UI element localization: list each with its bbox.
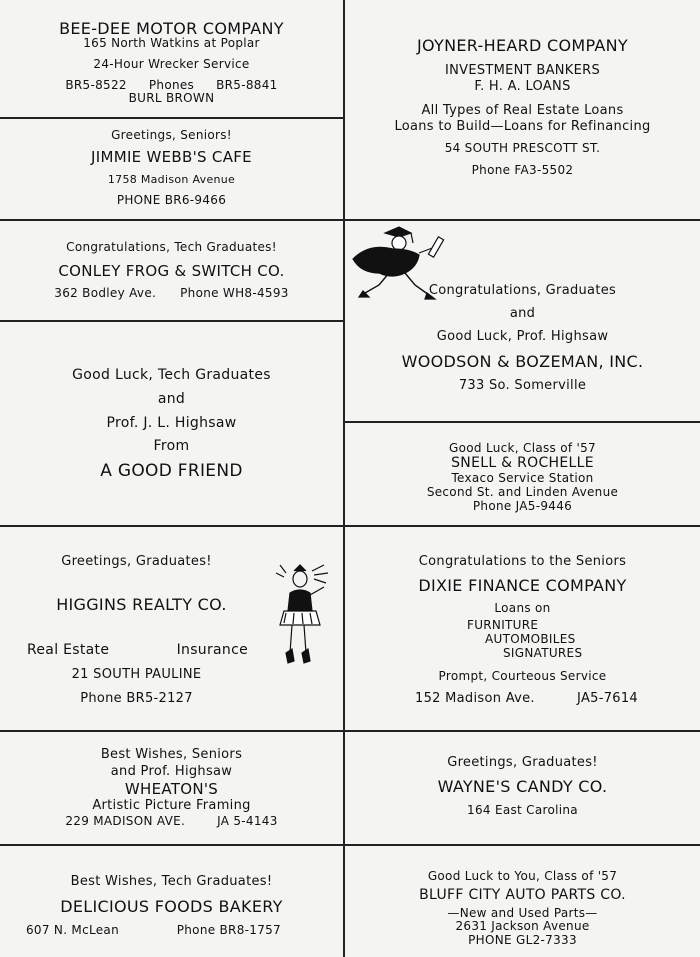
item-signatures: SIGNATURES — [503, 646, 583, 660]
line-3: Good Luck, Prof. Highsaw — [436, 329, 609, 344]
line-1: Good Luck, Tech Graduates — [72, 367, 271, 383]
line-2: and Prof. Highsaw — [110, 764, 233, 779]
greeting: Good Luck, Class of '57 — [449, 441, 596, 455]
company-name: BLUFF CITY AUTO PARTS CO. — [419, 887, 626, 903]
line-2: and — [157, 391, 186, 407]
line-2: Second St. and Linden Avenue — [426, 485, 619, 499]
ad-waynes-candy — [345, 732, 700, 844]
service-line: Prompt, Courteous Service — [438, 669, 607, 683]
company-name: WHEATON'S — [124, 780, 219, 798]
greeting: Congratulations, Tech Graduates! — [66, 240, 277, 254]
greeting: Best Wishes, Tech Graduates! — [70, 874, 273, 889]
line-1: Congratulations, Graduates — [428, 283, 617, 298]
ad-higgins-realty — [0, 527, 343, 730]
line-3: Prof. J. L. Highsaw — [106, 415, 237, 431]
greeting: Congratulations to the Seniors — [418, 554, 627, 569]
greeting: Good Luck to You, Class of '57 — [427, 869, 618, 883]
phone: Phone JA5-9446 — [472, 499, 573, 513]
address: 152 Madison Ave. — [415, 691, 535, 706]
ad-woodson-bozeman — [345, 221, 700, 421]
ad-dixie-finance — [345, 527, 700, 730]
line-2: F. H. A. LOANS — [474, 79, 571, 94]
address: 362 Bodley Ave. — [54, 286, 157, 300]
majorette-icon — [272, 563, 334, 673]
company-name: SNELL & ROCHELLE — [451, 455, 594, 471]
line-1: Texaco Service Station — [451, 471, 594, 485]
company-name: JIMMIE WEBB'S CAFE — [91, 148, 252, 166]
phone-1: BR5-8522 — [65, 78, 127, 92]
loans-on: Loans on — [494, 601, 551, 615]
line-4: Loans to Build—Loans for Refinancing — [394, 119, 651, 134]
line-4: From — [153, 438, 190, 454]
ad-snell-rochelle — [345, 423, 700, 525]
company-name: CONLEY FROG & SWITCH CO. — [58, 262, 285, 280]
phone: JA 5-4143 — [217, 814, 278, 828]
company-name: WAYNE'S CANDY CO. — [437, 777, 608, 796]
services-row — [27, 642, 248, 658]
address: 1758 Madison Avenue — [107, 173, 236, 186]
address: 164 East Carolina — [467, 803, 578, 817]
company-name: HIGGINS REALTY CO. — [56, 595, 227, 614]
line-1: Best Wishes, Seniors — [100, 747, 243, 762]
phone: Phone BR8-1757 — [176, 923, 281, 937]
greeting: Greetings, Graduates! — [447, 755, 598, 770]
service-left: Real Estate — [27, 642, 110, 658]
address: 21 SOUTH PAULINE — [71, 667, 202, 682]
line-3: All Types of Real Estate Loans — [421, 103, 624, 118]
ad-bee-dee-motor — [0, 0, 343, 117]
item-automobiles: AUTOMOBILES — [485, 632, 576, 646]
ad-joyner-heard — [345, 0, 700, 219]
address: 733 So. Somerville — [458, 378, 587, 393]
tagline: Artistic Picture Framing — [92, 798, 251, 813]
address: 54 SOUTH PRESCOTT ST. — [444, 141, 601, 155]
address: 165 North Watkins at Poplar — [83, 36, 260, 50]
phone: Phone WH8-4593 — [180, 286, 289, 300]
ad-good-friend — [0, 322, 343, 525]
phone: JA5-7614 — [577, 691, 638, 706]
greeting: Greetings, Seniors! — [111, 128, 232, 142]
greeting: Greetings, Graduates! — [61, 554, 212, 569]
phone-2: BR5-8841 — [216, 78, 278, 92]
ad-jimmie-webbs-cafe — [0, 119, 343, 219]
owner: BURL BROWN — [128, 91, 215, 105]
phone: Phone BR5-2127 — [80, 691, 193, 706]
phone: Phone FA3-5502 — [471, 163, 574, 177]
service-right: Insurance — [176, 642, 248, 658]
company-name: BEE-DEE MOTOR COMPANY — [59, 19, 284, 38]
item-furniture: FURNITURE — [467, 618, 539, 632]
ad-bluff-city-auto-parts — [345, 846, 700, 957]
company-name: DELICIOUS FOODS BAKERY — [60, 897, 283, 916]
signature-line: A GOOD FRIEND — [100, 461, 243, 481]
phones-label: Phones — [148, 78, 195, 92]
company-name: DIXIE FINANCE COMPANY — [418, 576, 627, 595]
phone: PHONE GL2-7333 — [468, 933, 577, 947]
company-name: JOYNER-HEARD COMPANY — [416, 36, 629, 55]
line-2: and — [509, 306, 536, 321]
ad-delicious-foods-bakery — [0, 846, 343, 957]
ad-conley-frog-switch — [0, 221, 343, 320]
address: 607 N. McLean — [26, 923, 119, 937]
company-name: WOODSON & BOZEMAN, INC. — [401, 352, 644, 371]
line-1: —New and Used Parts— — [447, 906, 598, 920]
line-2: 2631 Jackson Avenue — [455, 919, 590, 933]
phone: PHONE BR6-9466 — [116, 193, 227, 207]
details-row — [0, 814, 343, 828]
line-1: INVESTMENT BANKERS — [444, 63, 601, 78]
phones-row — [0, 78, 343, 92]
details-row — [0, 286, 343, 300]
ad-wheatons — [0, 732, 343, 844]
details-row — [26, 923, 281, 937]
details-row — [415, 691, 638, 706]
address: 229 MADISON AVE. — [65, 814, 186, 828]
service-line: 24-Hour Wrecker Service — [93, 57, 250, 71]
